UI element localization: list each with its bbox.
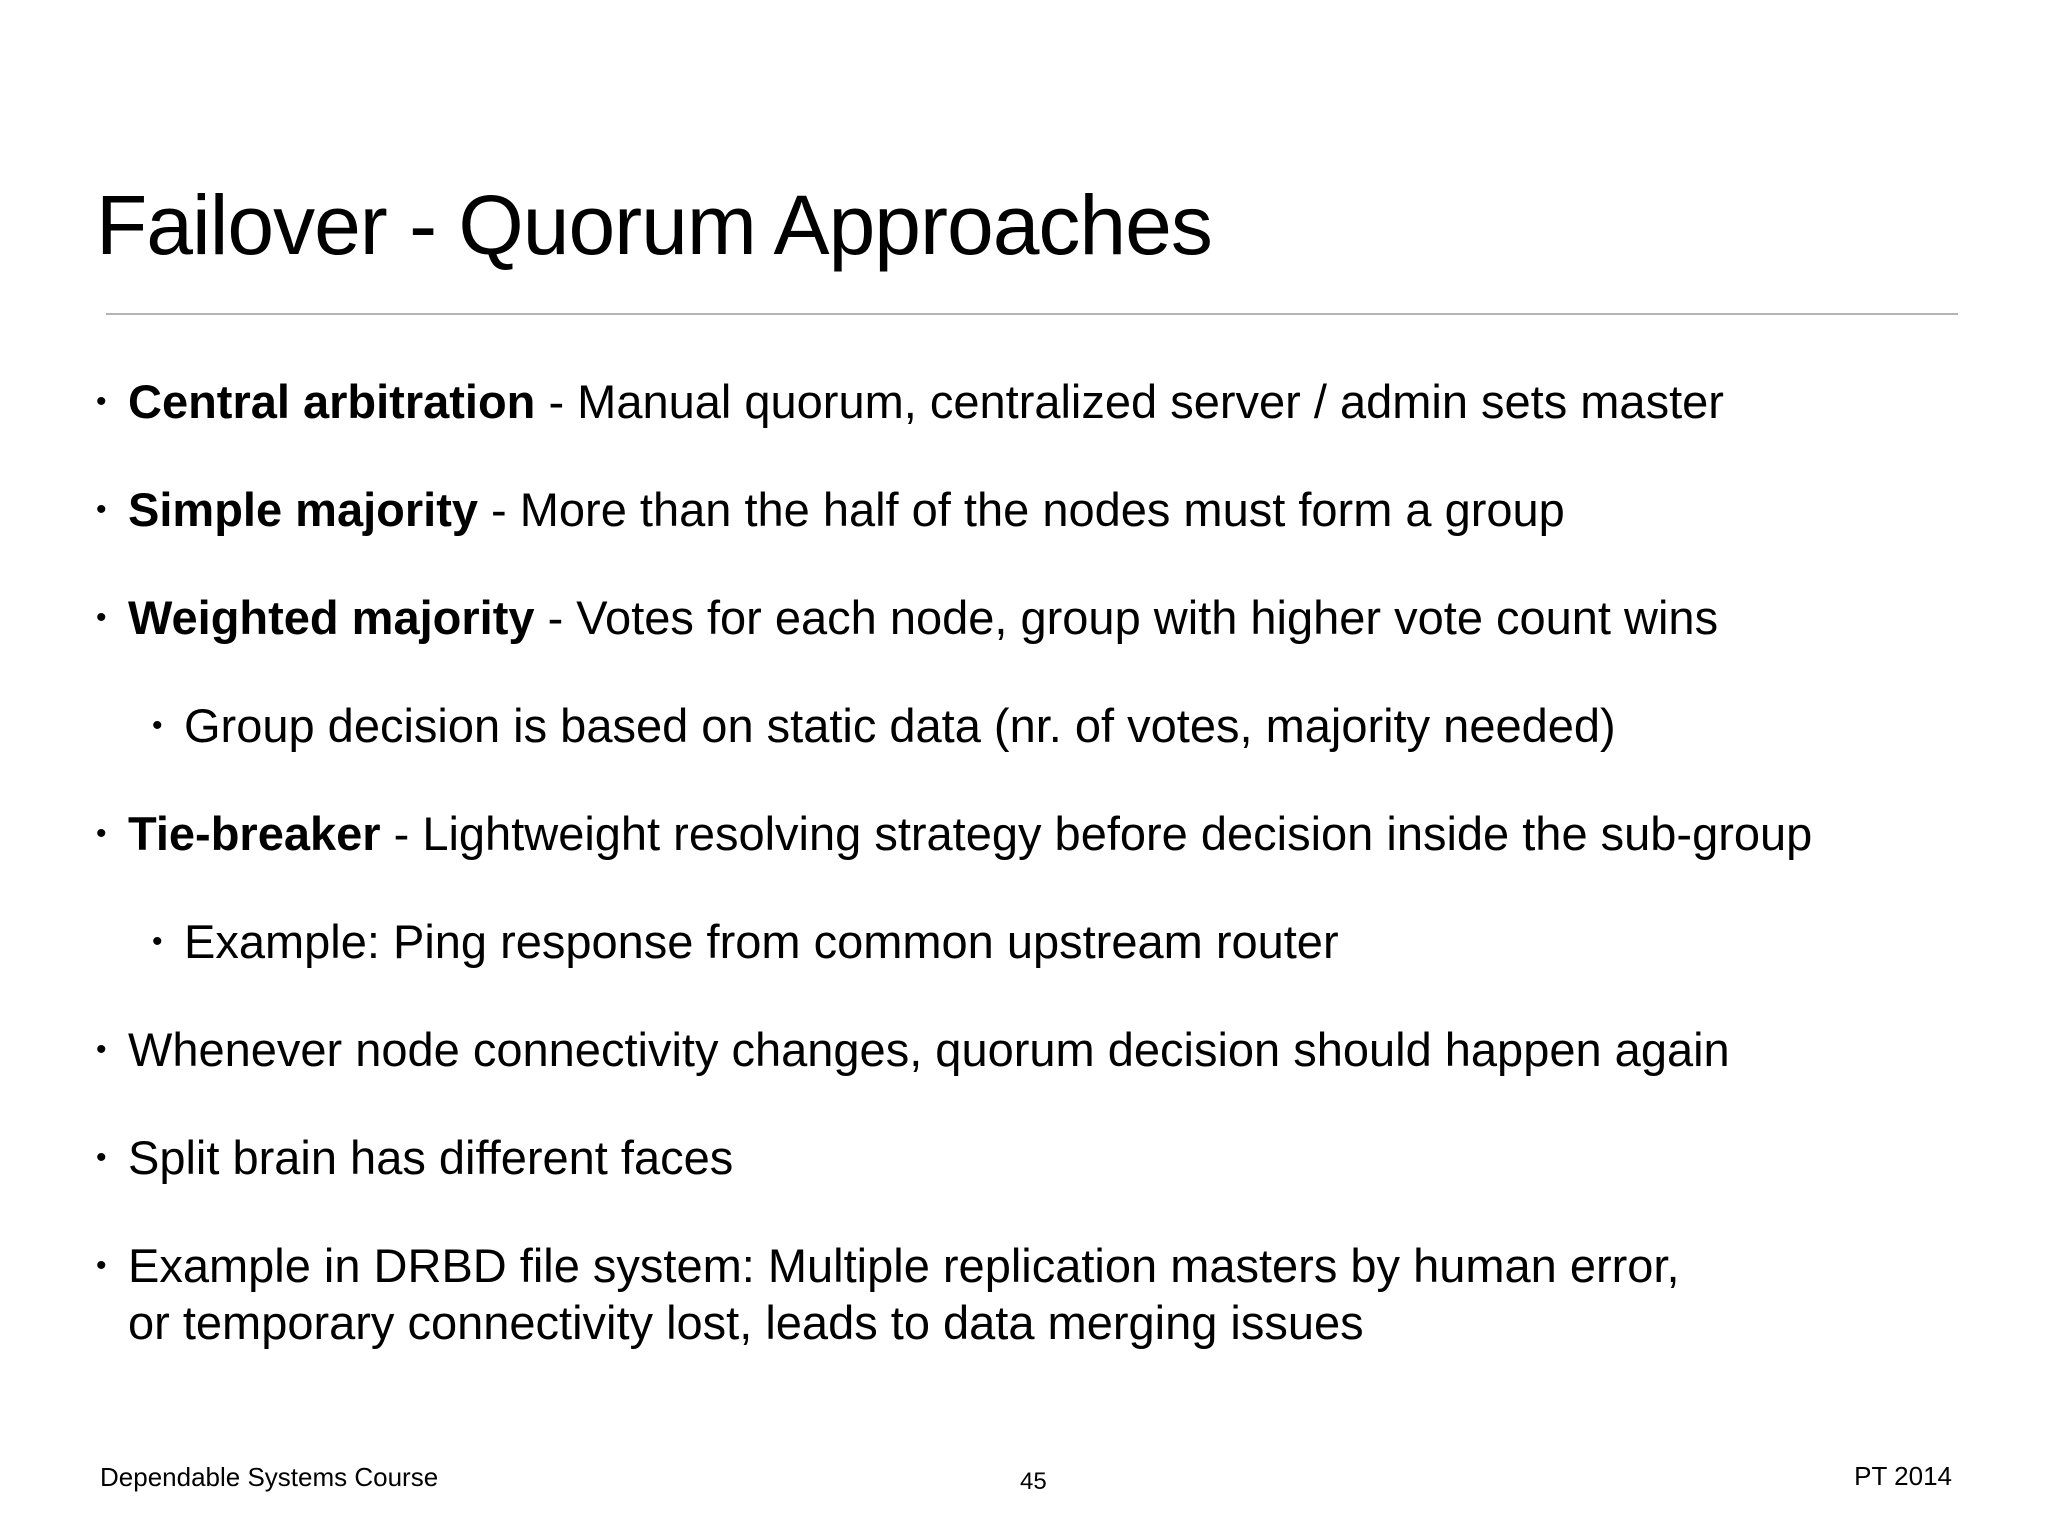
bullet-text [128, 373, 1724, 431]
slide-title: Failover - Quorum Approaches [96, 178, 1212, 272]
bullet-dot: • [96, 493, 107, 526]
bullet-text: Split brain has different faces [128, 1131, 734, 1184]
bullet-description: - Lightweight resolving strategy before decision inside the sub-group [380, 807, 1813, 860]
bullet-dot: • [96, 1249, 107, 1282]
bullet-term: Weighted majority [128, 591, 535, 644]
bullet-dot: • [96, 385, 107, 418]
footer-course-name: Dependable Systems Course [100, 1462, 439, 1492]
bullet-term: Central arbitration [128, 375, 536, 428]
bullet-dot: • [96, 601, 107, 634]
bullet-text: Group decision is based on static data (nr. of votes, majority needed) [184, 699, 1616, 752]
bullet-text [128, 481, 1565, 539]
bullet-text-continuation: or temporary connectivity lost, leads to data merging issues [128, 1296, 1364, 1349]
footer-author-year: PT 2014 [1854, 1461, 1952, 1491]
bullet-dot: • [96, 1141, 107, 1174]
bullet-dot: • [96, 817, 107, 850]
bullet-text: Example: Ping response from common upstream router [184, 915, 1339, 968]
bullet-dot: • [152, 925, 163, 958]
bullet-description: - More than the half of the nodes must form a group [478, 483, 1565, 536]
bullet-dot: • [96, 1033, 107, 1066]
bullet-text [128, 589, 1718, 647]
title-divider [106, 313, 1958, 315]
page-number: 45 [1020, 1468, 1047, 1495]
bullet-description: - Votes for each node, group with higher vote count wins [534, 591, 1719, 644]
bullet-description: - Manual quorum, centralized server / admin sets master [535, 375, 1724, 428]
bullet-dot: • [152, 709, 163, 742]
bullet-term: Tie-breaker [128, 807, 381, 860]
bullet-text: Example in DRBD file system: Multiple replication masters by human error, [128, 1239, 1680, 1292]
bullet-term: Simple majority [128, 483, 478, 536]
bullet-text: Whenever node connectivity changes, quorum decision should happen again [128, 1023, 1730, 1076]
bullet-text [128, 805, 1812, 863]
